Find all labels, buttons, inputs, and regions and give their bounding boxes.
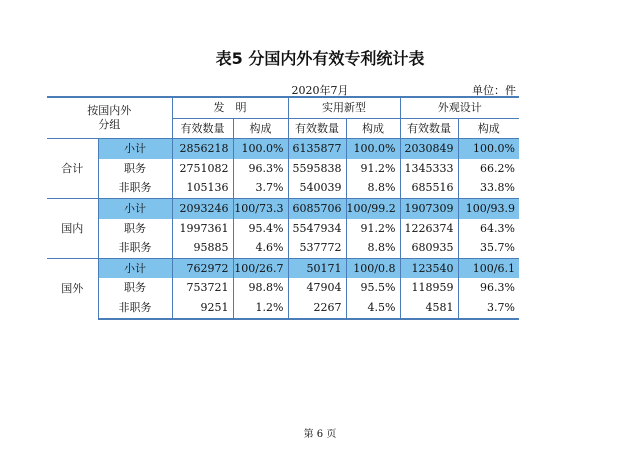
table-row: [47, 219, 519, 239]
table-cell: 9251: [172, 298, 233, 319]
table-cell: 35.7%: [458, 238, 519, 258]
table-row: [47, 159, 519, 179]
table-cell: 6085706: [288, 198, 346, 218]
table-row: [47, 139, 519, 159]
header-design: 外观设计: [400, 97, 519, 118]
table-row: [47, 178, 519, 198]
report-date: 2020年7月: [291, 84, 349, 97]
table-cell: 753721: [172, 278, 233, 298]
table-cell: 100/73.3: [233, 198, 288, 218]
table-cell: 680935: [400, 238, 458, 258]
table-cell: 5547934: [288, 219, 346, 239]
page-number: 第 6 页: [303, 429, 337, 440]
patent-stats-table: [47, 96, 519, 320]
table-cell: 47904: [288, 278, 346, 298]
table-cell: 537772: [288, 238, 346, 258]
table-cell: 1226374: [400, 219, 458, 239]
header-share: 构成: [233, 118, 288, 139]
group-label-foreign: 国外: [47, 258, 98, 318]
table-cell: 100/93.9: [458, 198, 519, 218]
table-cell: 2856218: [172, 139, 233, 159]
table-cell: 33.8%: [458, 178, 519, 198]
table-cell: 1907309: [400, 198, 458, 218]
table-cell: 66.2%: [458, 159, 519, 179]
table-cell: 100/6.1: [458, 258, 519, 278]
header-invention: 发 明: [172, 97, 288, 118]
table-cell: 96.3%: [233, 159, 288, 179]
table-cell: 2751082: [172, 159, 233, 179]
row-label: 小计: [98, 198, 172, 218]
table-row: [47, 238, 519, 258]
table-cell: 8.8%: [346, 238, 400, 258]
table-cell: 1.2%: [233, 298, 288, 319]
table-cell: 95.5%: [346, 278, 400, 298]
table-cell: 762972: [172, 258, 233, 278]
table-cell: 100.0%: [458, 139, 519, 159]
corner-header-line2: 分组: [98, 118, 121, 132]
table-cell: 105136: [172, 178, 233, 198]
header-utility-model: 实用新型: [288, 97, 400, 118]
table-cell: 1997361: [172, 219, 233, 239]
table-cell: 2030849: [400, 139, 458, 159]
table-row: [47, 278, 519, 298]
table-cell: 4.6%: [233, 238, 288, 258]
page-title: 表5 分国内外有效专利统计表: [215, 49, 425, 68]
table-cell: 1345333: [400, 159, 458, 179]
table-cell: 95885: [172, 238, 233, 258]
table-row: [47, 198, 519, 218]
header-share: 构成: [346, 118, 400, 139]
table-cell: 100.0%: [346, 139, 400, 159]
table-cell: 96.3%: [458, 278, 519, 298]
row-label: 非职务: [98, 178, 172, 198]
table-cell: 100.0%: [233, 139, 288, 159]
row-label: 非职务: [98, 298, 172, 319]
group-label-total: 合计: [47, 139, 98, 199]
header-count: 有效数量: [400, 118, 458, 139]
table-cell: 118959: [400, 278, 458, 298]
table-cell: 2267: [288, 298, 346, 319]
table-cell: 3.7%: [458, 298, 519, 319]
table-cell: 100/26.7: [233, 258, 288, 278]
table-cell: 2093246: [172, 198, 233, 218]
unit-label: 单位：件: [472, 84, 516, 97]
row-label: 职务: [98, 159, 172, 179]
table-cell: 100/99.2: [346, 198, 400, 218]
row-label: 小计: [98, 139, 172, 159]
table-cell: 540039: [288, 178, 346, 198]
table-cell: 64.3%: [458, 219, 519, 239]
header-row-categories: [47, 97, 519, 118]
header-share: 构成: [458, 118, 519, 139]
table-cell: 6135877: [288, 139, 346, 159]
table-cell: 5595838: [288, 159, 346, 179]
table-cell: 4581: [400, 298, 458, 319]
group-label-domestic: 国内: [47, 198, 98, 258]
header-count: 有效数量: [172, 118, 233, 139]
row-label: 职务: [98, 219, 172, 239]
row-label: 职务: [98, 278, 172, 298]
table-cell: 685516: [400, 178, 458, 198]
header-count: 有效数量: [288, 118, 346, 139]
table-cell: 91.2%: [346, 159, 400, 179]
table-cell: 100/0.8: [346, 258, 400, 278]
table-cell: 8.8%: [346, 178, 400, 198]
table-cell: 3.7%: [233, 178, 288, 198]
corner-header: [47, 97, 172, 139]
table-cell: 95.4%: [233, 219, 288, 239]
table-cell: 4.5%: [346, 298, 400, 319]
table-row: [47, 258, 519, 278]
corner-header-line1: 按国内外: [87, 104, 132, 118]
table-cell: 50171: [288, 258, 346, 278]
table-cell: 91.2%: [346, 219, 400, 239]
table-row: [47, 298, 519, 319]
table-cell: 123540: [400, 258, 458, 278]
row-label: 小计: [98, 258, 172, 278]
table-cell: 98.8%: [233, 278, 288, 298]
row-label: 非职务: [98, 238, 172, 258]
